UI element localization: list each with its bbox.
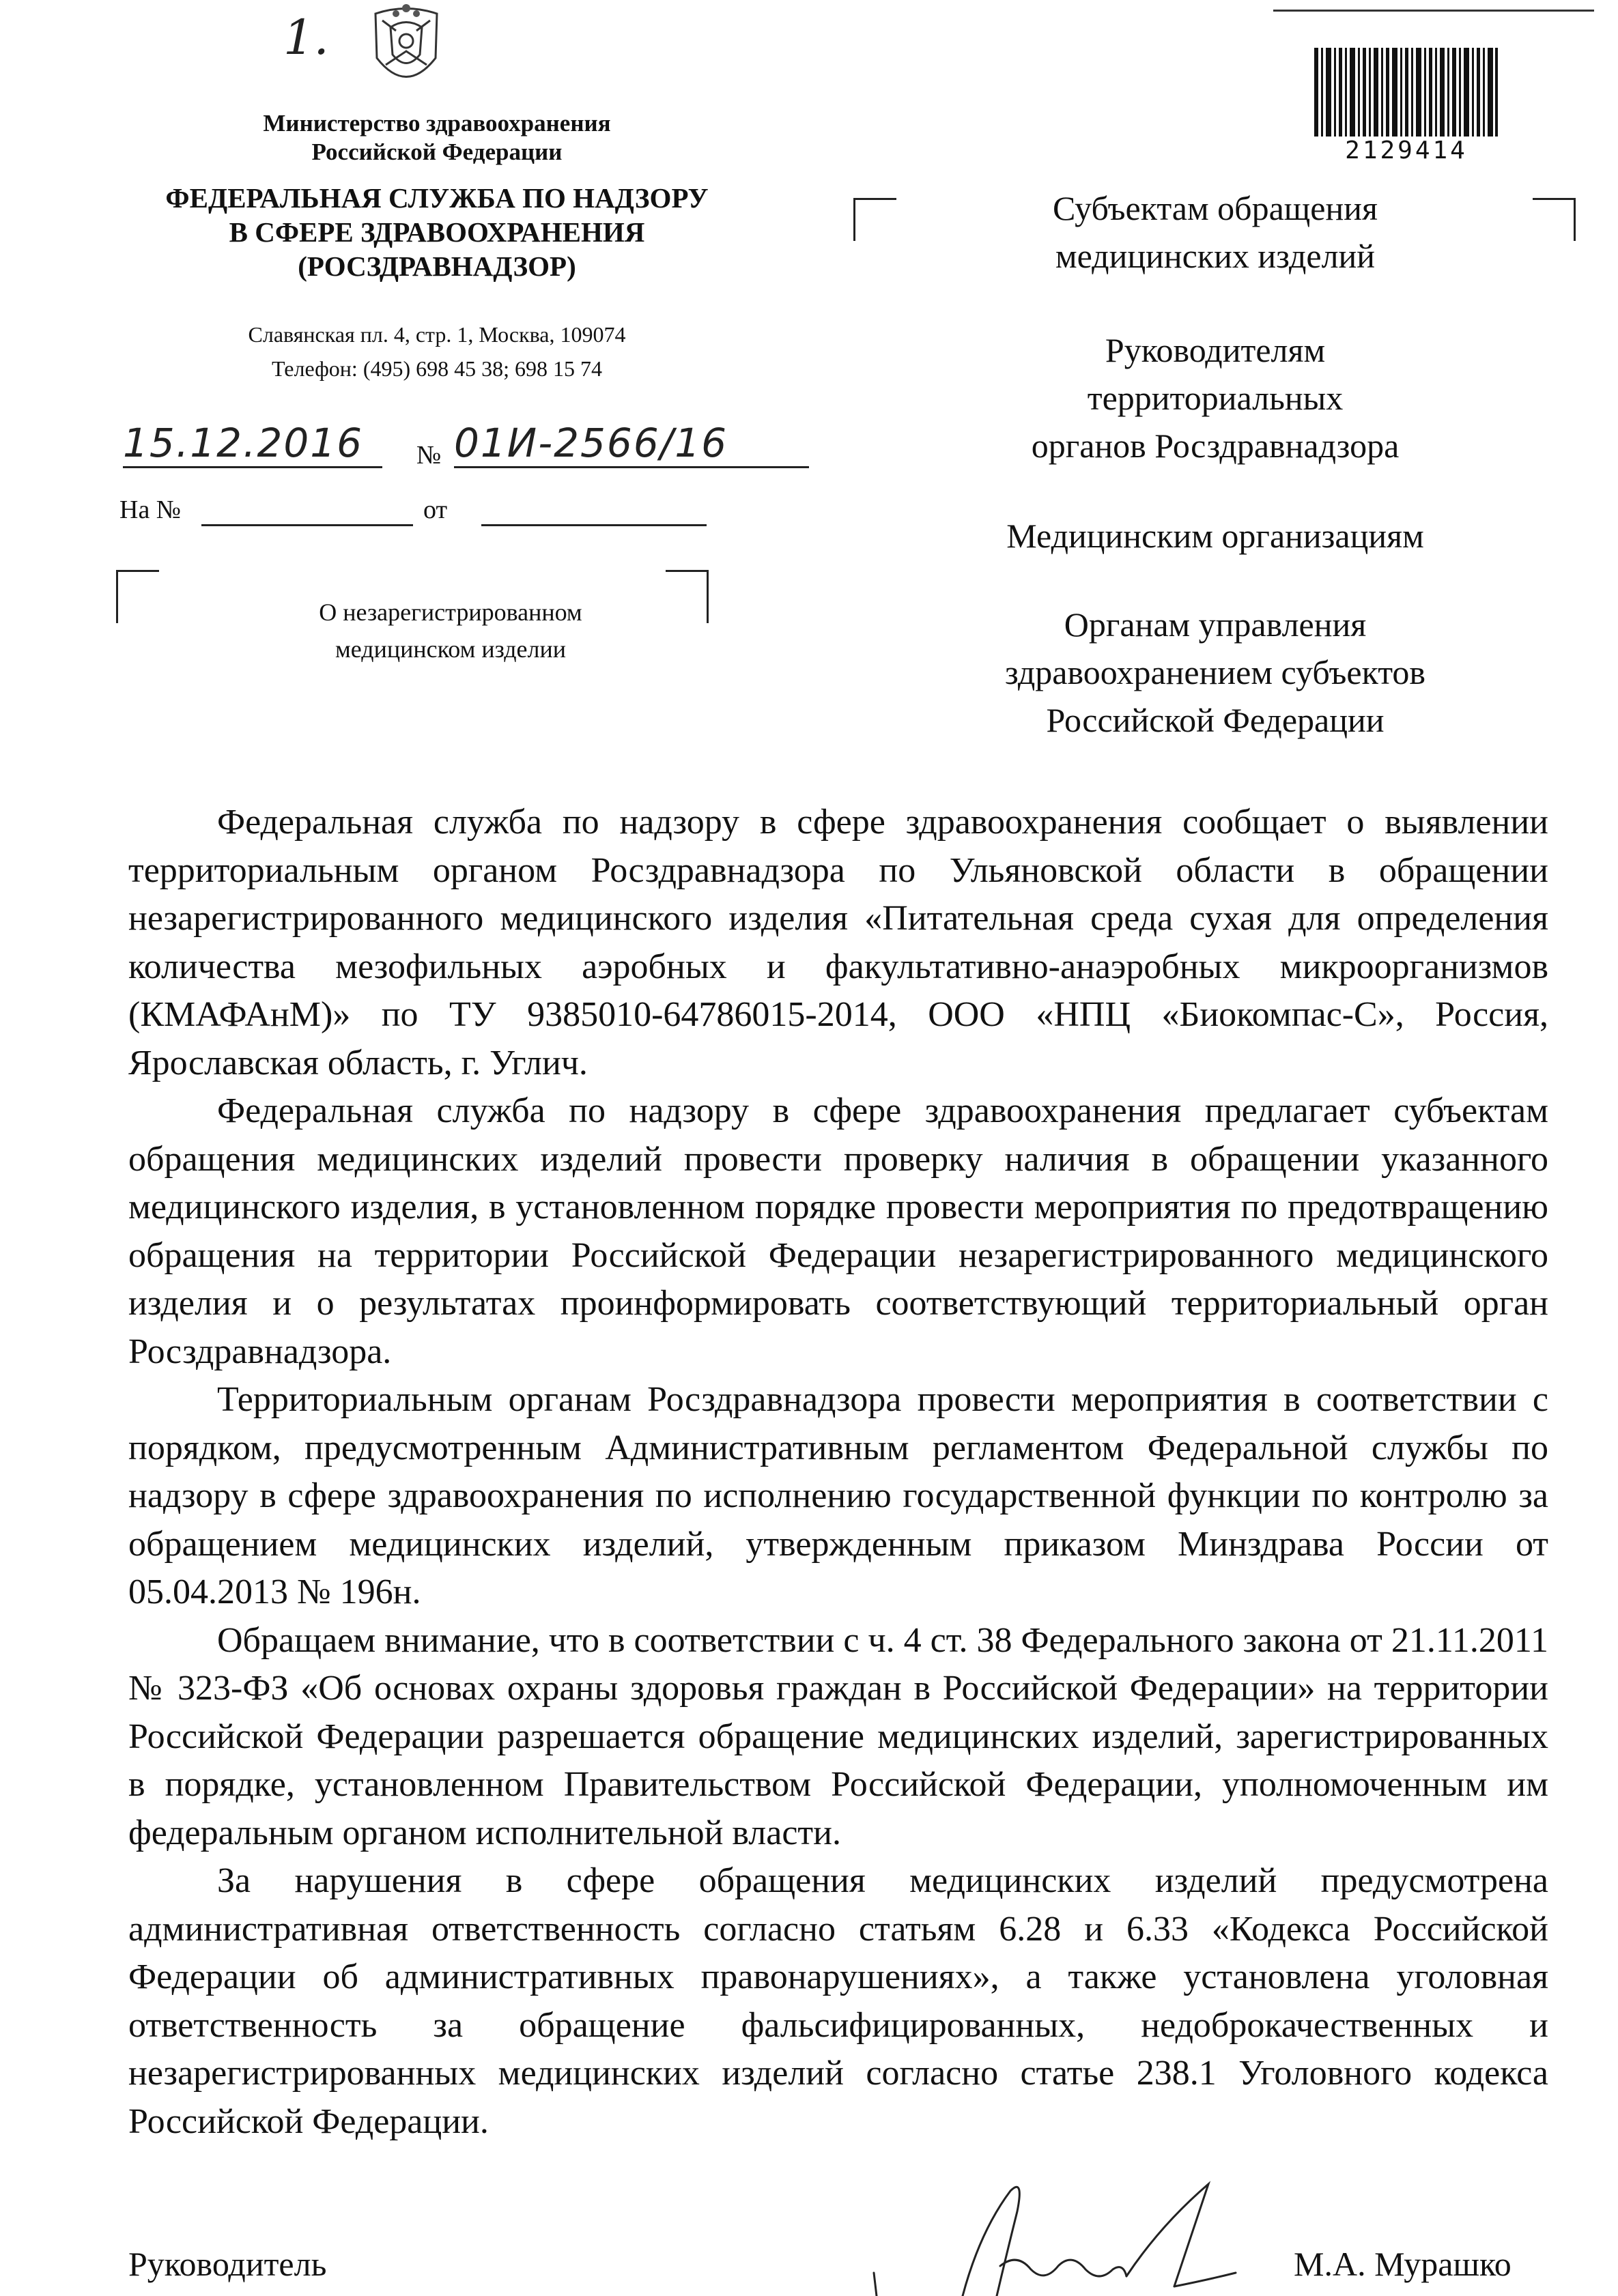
service-line-3: (РОСЗДРАВНАДЗОР) [298, 250, 576, 282]
letter-body [128, 799, 1548, 2146]
address: Славянская пл. 4, стр. 1, Москва, 109074 [248, 322, 626, 347]
addressee-corner-left [853, 198, 896, 241]
phone: Телефон: (495) 698 45 38; 698 15 74 [271, 356, 603, 381]
registration-date: 15.12.2016 [123, 420, 382, 468]
from-field [481, 524, 707, 526]
body-paragraph-4: Обращаем внимание, что в соответствии с ч. 4 ст. 38 Федерального закона от 21.11.2011 № 323-ФЗ «Об основах охраны здоровья граждан в Российской Федерации» на территории Российской Федерации разрешается обращение медицинских изделий, зарегистрированных в порядке, установленном Правительством Российской Федерации, уполномоченным им федеральным органом исполнительной власти. [128, 1620, 1548, 1852]
subject-line-2: медицинском изделии [335, 635, 567, 663]
coat-of-arms-icon [355, 0, 457, 102]
ministry-line-2: Российской Федерации [311, 139, 563, 165]
reference-field [201, 524, 413, 526]
service-line-1: ФЕДЕРАЛЬНАЯ СЛУЖБА ПО НАДЗОРУ [165, 182, 709, 214]
addressee-4-line-1: Органам управления [1064, 605, 1367, 644]
body-paragraph-2: Федеральная служба по надзору в сфере здравоохранения предлагает субъектам обращения медицинских изделий провести проверку наличия в обращении указанного медицинского изделия, в установленном порядке провести мероприятия по предотвращению обращения на территории Российской Федерации незарегистрированного медицинского изделия и о результатах проинформировать соответствующий территориальный орган Росздравнадзора. [128, 1091, 1548, 1371]
signatory-position: Руководитель [128, 2245, 327, 2283]
from-label: от [423, 496, 448, 524]
ministry-line-1: Министерство здравоохранения [263, 110, 611, 137]
barcode-icon [1314, 48, 1499, 137]
service-line-2: В СФЕРЕ ЗДРАВООХРАНЕНИЯ [229, 216, 645, 248]
signatory-name: М.А. Мурашко [1294, 2245, 1511, 2283]
barcode-number: 2129414 [1345, 137, 1468, 164]
registration-number: 01И-2566/16 [454, 420, 809, 468]
addressee-corner-right [1533, 198, 1576, 241]
addressee-1-line-2: медицинских изделий [1055, 237, 1376, 275]
addressee-1-line-1: Субъектам обращения [1053, 189, 1378, 227]
addressee-2-line-2: территориальных [1087, 379, 1344, 417]
addressee-4-line-3: Российской Федерации [1046, 701, 1385, 739]
addressee-2-line-3: органов Росздравнадзора [1031, 427, 1400, 465]
body-paragraph-5: За нарушения в сфере обращения медицинских изделий предусмотрена административная ответственность согласно статьям 6.28 и 6.33 «Кодекса Российской Федерации об административных правонарушениях», а также установлена уголовная ответственность за обращение фальсифицированных, недоброкачественных и незарегистрированных медицинских изделий согласно статье 238.1 Уголовного кодекса Российской Федерации. [128, 1861, 1548, 2141]
reference-label: На № [119, 496, 182, 524]
subject-line-1: О незарегистрированном [319, 599, 582, 626]
addressee-3-line-1: Медицинским организациям [1006, 517, 1424, 555]
subject-corner-left [116, 570, 159, 623]
addressee-2-line-1: Руководителям [1105, 331, 1326, 369]
top-rule [1273, 0, 1594, 12]
body-paragraph-3: Территориальным органам Росздравнадзора провести мероприятия в соответствии с порядком, предусмотренным Административным регламентом Федеральной службы по надзору в сфере здравоохранения по исполнению государственной функции по контролю за обращением медицинских изделий, утвержденным приказом Минздрава России от 05.04.2013 № 196н. [128, 1380, 1548, 1611]
handwritten-signature [853, 2150, 1263, 2296]
addressee-4-line-2: здравоохранением субъектов [1004, 653, 1426, 691]
page-mark: 1. [283, 10, 329, 66]
number-label: № [416, 441, 442, 470]
body-paragraph-1: Федеральная служба по надзору в сфере здравоохранения сообщает о выявлении территориальным органом Росздравнадзора по Ульяновской области в обращении незарегистрированного медицинского изделия «Питательная среда сухая для определения количества мезофильных аэробных и факультативно-анаэробных микроорганизмов (КМАФАнМ)» по ТУ 9385010-64786015-2014, ООО «НПЦ «Биокомпас-С», Россия, Ярославская область, г. Углич. [128, 803, 1548, 1082]
